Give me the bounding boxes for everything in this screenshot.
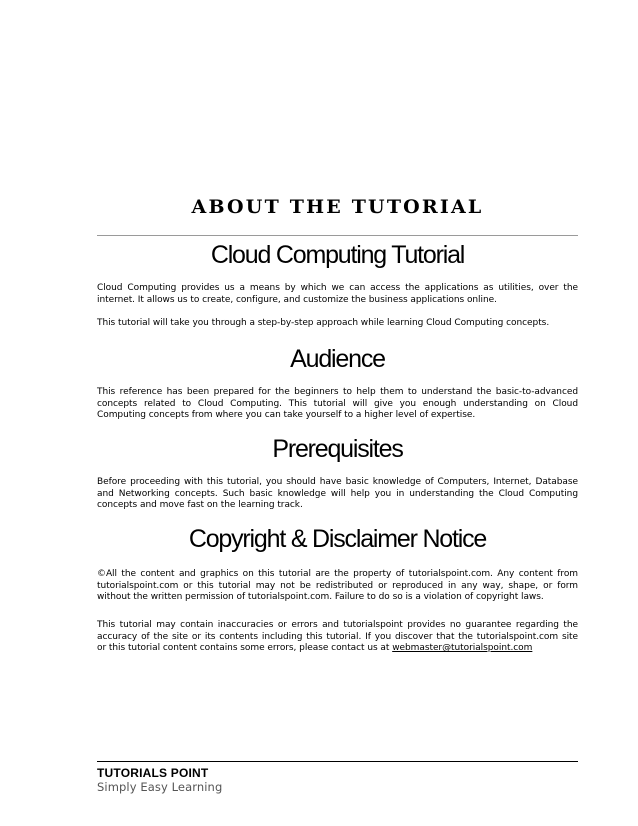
section-title-audience: Audience: [290, 345, 385, 373]
footer-divider: [97, 761, 578, 762]
section-title-prerequisites: Prerequisites: [272, 435, 403, 463]
contact-text: or this tutorial content contains some errors, please contact us at: [97, 643, 393, 654]
paragraph-line: Cloud Computing provides us a means by which we can access the applications as utilities, over the: [97, 283, 578, 293]
page-heading: ABOUT THE TUTORIAL: [191, 196, 484, 218]
contact-email-link[interactable]: webmaster@tutorialspoint.com: [392, 643, 533, 654]
paragraph-line: concepts and move fast on the learning track.: [97, 500, 303, 511]
paragraph-line: internet. It allows us to create, configure, and customize the business applications online.: [97, 294, 497, 305]
section-title-copyright: Copyright & Disclaimer Notice: [188, 525, 487, 553]
section-title-cloud-computing: Cloud Computing Tutorial: [210, 241, 465, 269]
paragraph-disclaimer: [97, 620, 578, 655]
paragraph-line: This tutorial may contain inaccuracies or errors and tutorialspoint provides no guarantee regarding the: [97, 620, 578, 630]
paragraph-audience: [97, 387, 578, 422]
paragraph-cloud-approach: [97, 318, 578, 330]
paragraph-line: concepts related to Cloud Computing. This tutorial will give you enough understanding on Cloud: [97, 398, 578, 409]
heading-divider: [97, 235, 578, 236]
paragraph-line: [97, 643, 578, 655]
paragraph-copyright: [97, 569, 578, 604]
footer-brand: TUTORIALS POINT: [97, 766, 209, 780]
paragraph-line: without the written permission of tutorialspoint.com. Failure to do so is a violation of copyright laws.: [97, 592, 544, 603]
paragraph-line: This tutorial will take you through a step-by-step approach while learning Cloud Computing concepts.: [97, 318, 550, 328]
paragraph-line: tutorialspoint.com or this tutorial may not be redistributed or reproduced in any way, shape, or form: [97, 580, 578, 591]
paragraph-line: ©All the content and graphics on this tutorial are the property of tutorialspoint.com. Any content from: [97, 569, 578, 579]
paragraph-line: Before proceeding with this tutorial, you should have basic knowledge of Computers, Internet, Database: [97, 477, 578, 487]
paragraph-prerequisites: [97, 477, 578, 512]
footer-tagline: Simply Easy Learning: [97, 780, 223, 794]
paragraph-line: and Networking concepts. Such basic knowledge will help you in understanding the Cloud Computing: [97, 488, 578, 499]
paragraph-line: accuracy of the site or its contents including this tutorial. If you discover that the tutorialspoint.com site: [97, 631, 578, 642]
paragraph-line: This reference has been prepared for the beginners to help them to understand the basic-to-advanced: [97, 387, 578, 397]
paragraph-cloud-intro: [97, 283, 578, 306]
paragraph-line: Computing concepts from where you can take yourself to a higher level of expertise.: [97, 410, 476, 421]
